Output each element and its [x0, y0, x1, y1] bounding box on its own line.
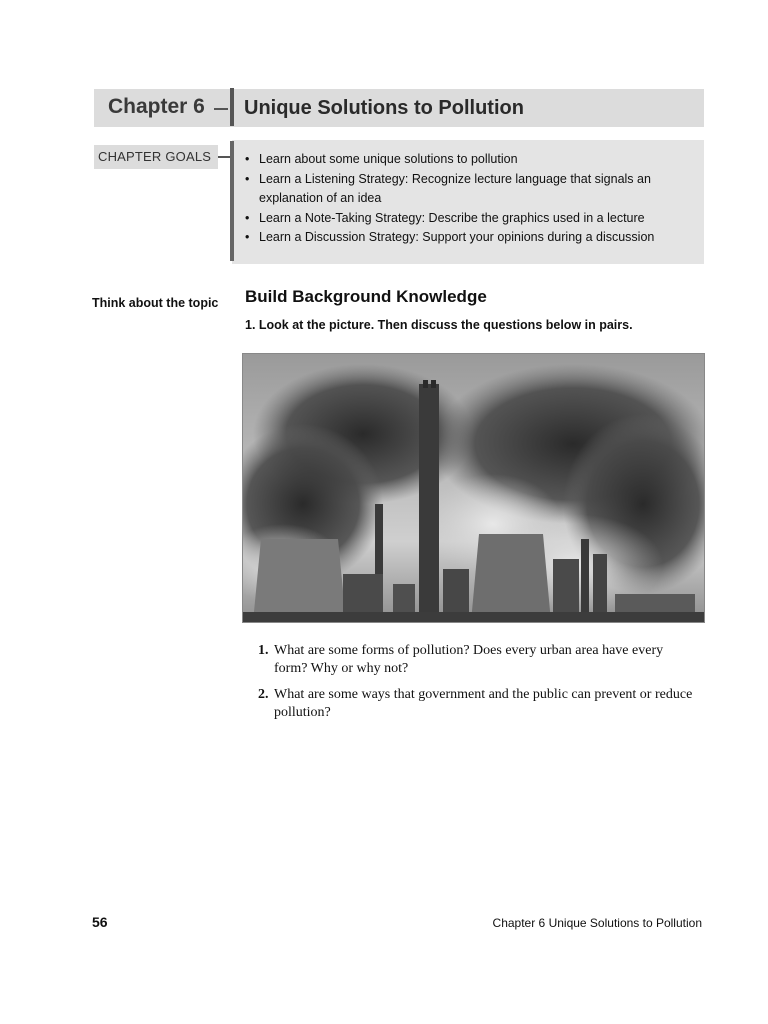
chapter-connector-line: [214, 108, 228, 110]
goal-item: • Learn a Note-Taking Strategy: Describe the graphics used in a lecture: [245, 209, 695, 229]
cooling-tower: [471, 534, 551, 622]
chapter-title: Unique Solutions to Pollution: [244, 97, 524, 119]
goal-item: • Learn about some unique solutions to pollution: [245, 150, 695, 170]
cooling-tower: [253, 539, 346, 622]
section-title: Build Background Knowledge: [245, 287, 487, 306]
smokestacks-illustration: [243, 354, 704, 622]
chapter-goals-list: [245, 150, 695, 248]
question-item: 2. What are some ways that government and the public can prevent or reduce pollution?: [258, 687, 693, 720]
chimney-tip: [423, 380, 428, 388]
bullet-icon: •: [245, 230, 250, 244]
question-item: 1. What are some forms of pollution? Does every urban area have every form? Why or why not?: [258, 643, 664, 676]
chimney: [581, 539, 589, 622]
running-footer-title: Chapter 6 Unique Solutions to Pollution: [492, 916, 702, 930]
chapter-goals-divider-bar: [230, 141, 234, 261]
bullet-icon: •: [245, 171, 250, 186]
goal-item: • Learn a Listening Strategy: Recognize lecture language that signals an explanation of an idea: [245, 171, 651, 205]
pollution-photo: [242, 353, 705, 623]
discussion-questions: [258, 642, 698, 730]
chimney: [419, 384, 439, 622]
bullet-icon: •: [245, 152, 250, 166]
page-number: 56: [92, 914, 108, 930]
chapter-label: Chapter 6: [108, 95, 205, 118]
chapter-goals-label: CHAPTER GOALS: [98, 149, 212, 164]
bullet-icon: •: [245, 210, 250, 225]
section-instruction: 1. Look at the picture. Then discuss the questions below in pairs.: [245, 318, 633, 332]
sidebar-label: Think about the topic: [92, 296, 219, 310]
chapter-goals-connector-line: [218, 156, 230, 158]
chimney-tip: [431, 380, 436, 388]
refinery-structure: [593, 554, 607, 622]
chapter-divider-bar: [230, 88, 234, 126]
ground-strip: [243, 612, 704, 622]
goal-item: • Learn a Discussion Strategy: Support your opinions during a discussion: [245, 228, 695, 248]
